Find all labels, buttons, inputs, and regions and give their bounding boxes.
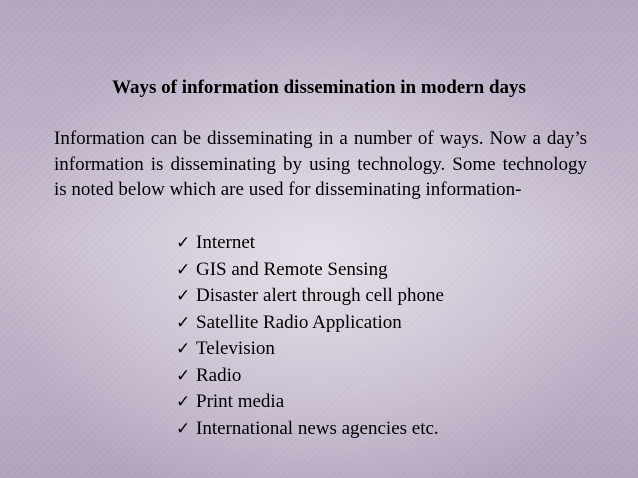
list-item-label: Internet bbox=[196, 232, 256, 253]
checkmark-icon: ✓ bbox=[176, 365, 191, 386]
list-item bbox=[176, 230, 444, 257]
checkmark-icon: ✓ bbox=[176, 259, 191, 280]
checkmark-icon: ✓ bbox=[176, 339, 191, 359]
list-item-label: International news agencies etc. bbox=[196, 417, 439, 439]
list-item-label: Radio bbox=[196, 364, 242, 386]
list-item-label: Print media bbox=[196, 391, 285, 412]
list-item bbox=[176, 389, 444, 416]
list-item bbox=[176, 336, 444, 363]
list-item bbox=[176, 257, 444, 284]
checkmark-icon: ✓ bbox=[176, 286, 191, 306]
checkmark-icon: ✓ bbox=[176, 233, 191, 253]
checkmark-icon: ✓ bbox=[176, 418, 191, 439]
list-item bbox=[176, 416, 444, 443]
list-item-label: Disaster alert through cell phone bbox=[196, 285, 444, 306]
checkmark-icon: ✓ bbox=[176, 312, 191, 333]
list-item bbox=[176, 310, 444, 337]
slide-title: Ways of information dissemination in modern days bbox=[112, 77, 526, 98]
list-item bbox=[176, 363, 444, 390]
list-item bbox=[176, 283, 444, 310]
checkmark-icon: ✓ bbox=[176, 392, 191, 412]
list-item-label: GIS and Remote Sensing bbox=[196, 258, 388, 280]
list-item-label: Television bbox=[196, 338, 275, 359]
intro-paragraph: Information can be disseminating in a number of ways. Now a day’s information is disseminating by using technology. Some technology is noted below which are used for disseminating information- bbox=[54, 128, 587, 200]
technology-checklist bbox=[176, 230, 444, 442]
list-item-label: Satellite Radio Application bbox=[196, 311, 402, 333]
